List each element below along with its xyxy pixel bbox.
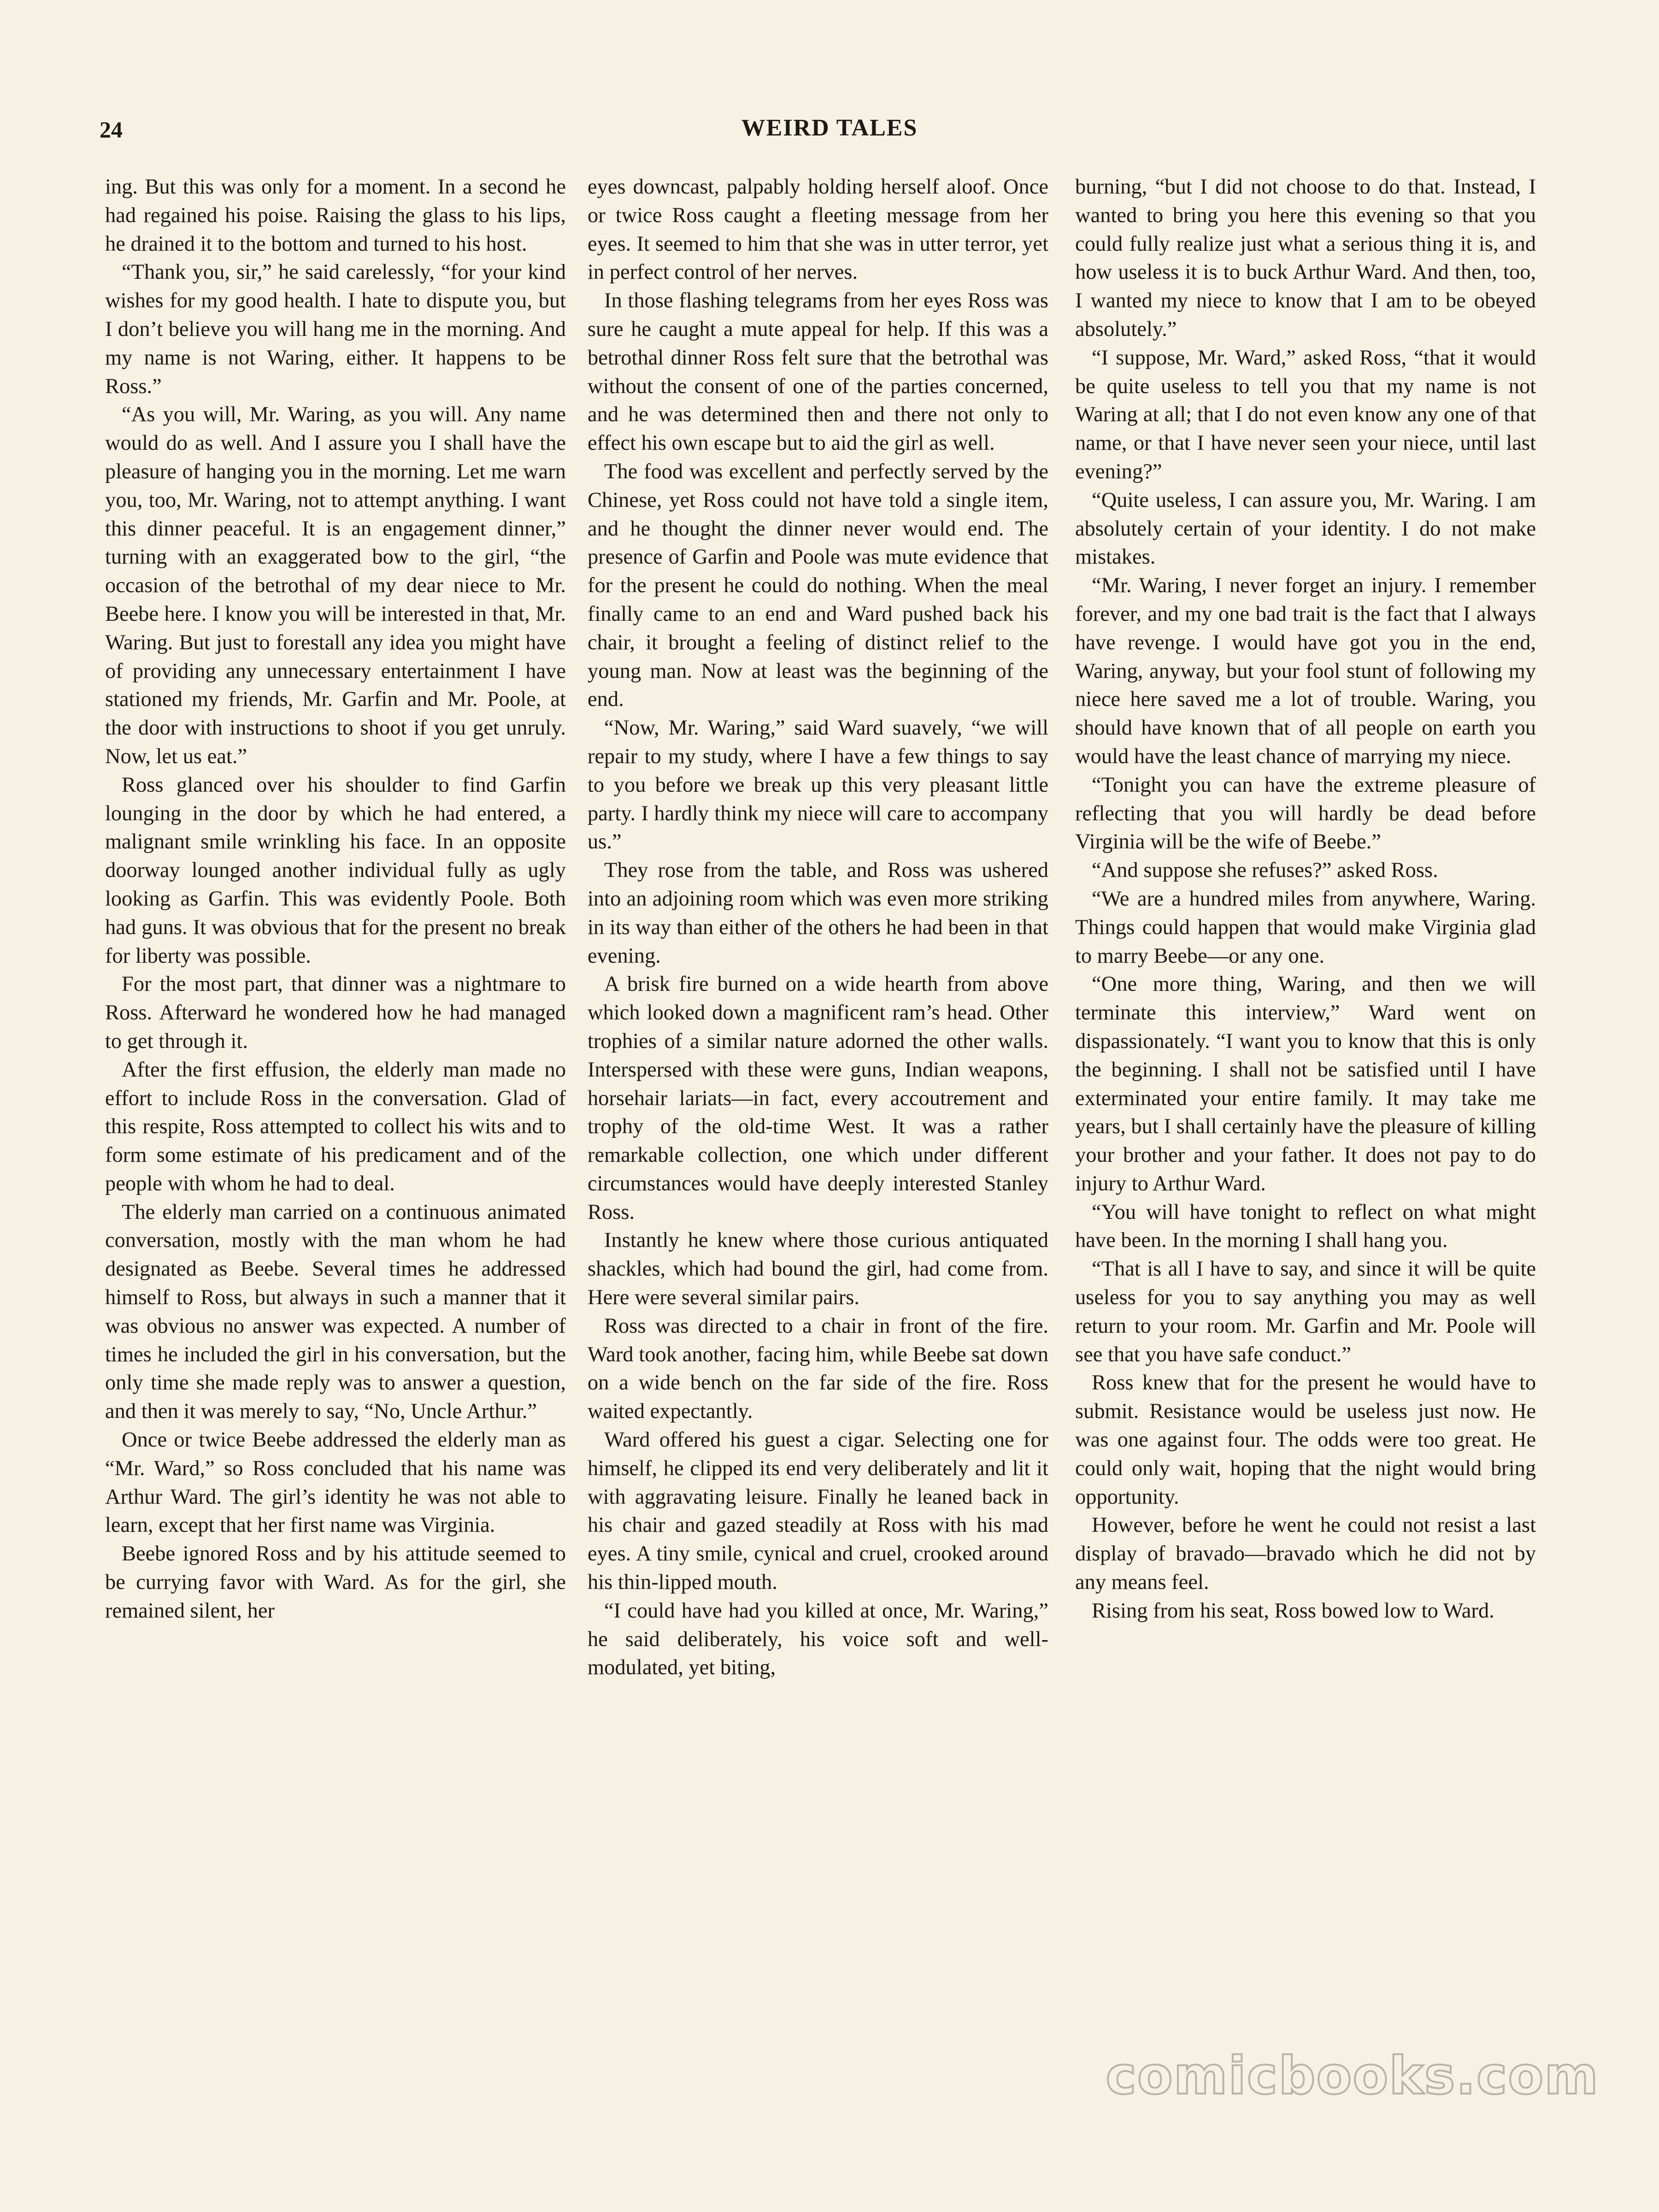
paragraph: “As you will, Mr. Waring, as you will. Any name would do as well. And I assure you I shall have the pleasure of hanging you in the morning. Let me warn you, too, Mr. Waring, not to attempt anything. I want this dinner peaceful. It is an engagement dinner,” turning with an exaggerated bow to the girl, “the occasion of the betrothal of my dear niece to Mr. Beebe here. I know you will be interested in that, Mr. Waring. But just to forestall any idea you might have of providing any unnecessary entertainment I have stationed my friends, Mr. Garfin and Mr. Poole, at the door with instructions to shoot if you get unruly. Now, let us eat.” <box>105 403 566 768</box>
paragraph: “And suppose she refuses?” asked Ross. <box>1092 859 1438 882</box>
paragraph: “I suppose, Mr. Ward,” asked Ross, “that it would be quite useless to tell you that my name is not Waring at all; that I do not even know any one of that name, or that I have never seen your niece, until last evening?” <box>1075 346 1536 483</box>
paragraph: “Quite useless, I can assure you, Mr. Waring. I am absolutely certain of your identity. I do not make mistakes. <box>1075 488 1536 569</box>
paragraph: “Now, Mr. Waring,” said Ward suavely, “we will repair to my study, where I have a few things to say to you before we break up this very pleasant little party. I hardly think my niece will care to accompany us.” <box>588 716 1048 854</box>
paragraph: Ward offered his guest a cigar. Selecting one for himself, he clipped its end very deliberately and lit it with aggravating leisure. Finally he leaned back in his chair and gazed steadily at Ross with his mad eyes. A tiny smile, cynical and cruel, crooked around his thin-lipped mouth. <box>588 1428 1048 1594</box>
paragraph: The elderly man carried on a continuous animated conversation, mostly with the man whom he had designated as Beebe. Several times he addressed himself to Ross, but always in such a manner that it was obvious no answer was expected. A number of times he included the girl in his conversation, but the only time she made reply was to answer a question, and then it was merely to say, “No, Uncle Arthur.” <box>105 1200 566 1424</box>
running-head: WEIRD TALES <box>741 115 918 141</box>
paragraph: Rising from his seat, Ross bowed low to Ward. <box>1092 1599 1494 1623</box>
paragraph: “We are a hundred miles from anywhere, Waring. Things could happen that would make Virginia glad to marry Beebe—or any one. <box>1075 887 1536 968</box>
paragraph: “Thank you, sir,” he said carelessly, “for your kind wishes for my good health. I hate to dispute you, but I don’t believe you will hang me in the morning. And my name is not Waring, either. It happens to be Ross.” <box>105 260 566 398</box>
paragraph: Ross glanced over his shoulder to find Garfin lounging in the door by which he had entered, a malignant smile wrinkling his face. In an opposite doorway lounged another individual fully as ugly looking as Garfin. This was evidently Poole. Both had guns. It was obvious that for the present no break for liberty was possible. <box>105 773 566 968</box>
text-column-1 <box>105 173 566 2101</box>
paragraph: Ross knew that for the present he would have to submit. Resistance would be useless just now. He was one against four. The odds were too great. He could only wait, hoping that the night would bring opportunity. <box>1075 1371 1536 1509</box>
paragraph: In those flashing telegrams from her eyes Ross was sure he caught a mute appeal for help. If this was a betrothal dinner Ross felt sure that the betrothal was without the consent of one of the parties concerned, and he was determined then and there not only to effect his own escape but to aid the girl as well. <box>588 289 1048 455</box>
paragraph: Instantly he knew where those curious antiquated shackles, which had bound the girl, had come from. Here were several similar pairs. <box>588 1229 1048 1310</box>
paragraph: A brisk fire burned on a wide hearth from above which looked down a magnificent ram’s head. Other trophies of a similar nature adorned the other walls. Interspersed with these were guns, Indian weapons, horsehair lariats—in fact, every accoutrement and trophy of the old-time West. It was a rather remarkable collection, one which under different circumstances would have deeply interested Stanley Ross. <box>588 972 1048 1224</box>
paragraph: For the most part, that dinner was a nightmare to Ross. Afterward he wondered how he had managed to get through it. <box>105 972 566 1053</box>
paragraph: The food was excellent and perfectly served by the Chinese, yet Ross could not have told a single item, and he thought the dinner never would end. The presence of Garfin and Poole was mute evidence that for the present he could do nothing. When the meal finally came to an end and Ward pushed back his chair, it brought a feeling of distinct relief to the young man. Now at least was the beginning of the end. <box>588 459 1048 712</box>
paragraph: ing. But this was only for a moment. In a second he had regained his poise. Raising the glass to his lips, he drained it to the bottom and turned to his host. <box>105 175 566 256</box>
text-column-3 <box>1075 173 1536 2101</box>
paragraph: Ross was directed to a chair in front of the fire. Ward took another, facing him, while Beebe sat down on a wide bench on the far side of the fire. Ross waited expectantly. <box>588 1314 1048 1424</box>
text-column-2 <box>588 173 1048 2101</box>
paragraph: “One more thing, Waring, and then we will terminate this interview,” Ward went on dispassionately. “I want you to know that this is only the beginning. I shall not be satisfied until I have exterminated your entire family. It may take me years, but I shall certainly have the pleasure of killing your brother and your father. It does not pay to do injury to Arthur Ward. <box>1075 972 1536 1195</box>
paragraph: “That is all I have to say, and since it will be quite useless for you to say anything you may as well return to your room. Mr. Garfin and Mr. Poole will see that you have safe conduct.” <box>1075 1257 1536 1366</box>
paragraph: “You will have tonight to reflect on what might have been. In the morning I shall hang you. <box>1075 1200 1536 1253</box>
paragraph: However, before he went he could not resist a last display of bravado—bravado which he did not by any means feel. <box>1075 1513 1536 1594</box>
paragraph: “Tonight you can have the extreme pleasure of reflecting that you will hardly be dead before Virginia will be the wife of Beebe.” <box>1075 773 1536 854</box>
paragraph: Once or twice Beebe addressed the elderly man as “Mr. Ward,” so Ross concluded that his name was Arthur Ward. The girl’s identity he was not able to learn, except that her first name was Virginia. <box>105 1428 566 1537</box>
paragraph: After the first effusion, the elderly man made no effort to include Ross in the conversation. Glad of this respite, Ross attempted to collect his wits and to form some estimate of his predicament and of the people with whom he had to deal. <box>105 1058 566 1195</box>
paragraph: burning, “but I did not choose to do that. Instead, I wanted to bring you here this evening so that you could fully realize just what a serious thing it is, and how useless it is to buck Arthur Ward. And then, too, I wanted my niece to know that I am to be obeyed absolutely.” <box>1075 175 1536 341</box>
paragraph: eyes downcast, palpably holding herself aloof. Once or twice Ross caught a fleeting message from her eyes. It seemed to him that she was in utter terror, yet in perfect control of her nerves. <box>588 175 1048 284</box>
watermark: comicbooks.com <box>1106 2046 1599 2106</box>
paragraph: “Mr. Waring, I never forget an injury. I remember forever, and my one bad trait is the fact that I always have revenge. I would have got you in the end, Waring, anyway, but your fool stunt of following my niece here saved me a lot of trouble. Waring, you should have known that of all people on earth you would have the least chance of marrying my niece. <box>1075 574 1536 768</box>
paragraph: Beebe ignored Ross and by his attitude seemed to be currying favor with Ward. As for the girl, she remained silent, her <box>105 1542 566 1623</box>
paragraph: “I could have had you killed at once, Mr. Waring,” he said deliberately, his voice soft and well-modulated, yet biting, <box>588 1599 1048 1680</box>
page-number: 24 <box>100 117 123 142</box>
paragraph: They rose from the table, and Ross was ushered into an adjoining room which was even more striking in its way than either of the others he had been in that evening. <box>588 859 1048 968</box>
